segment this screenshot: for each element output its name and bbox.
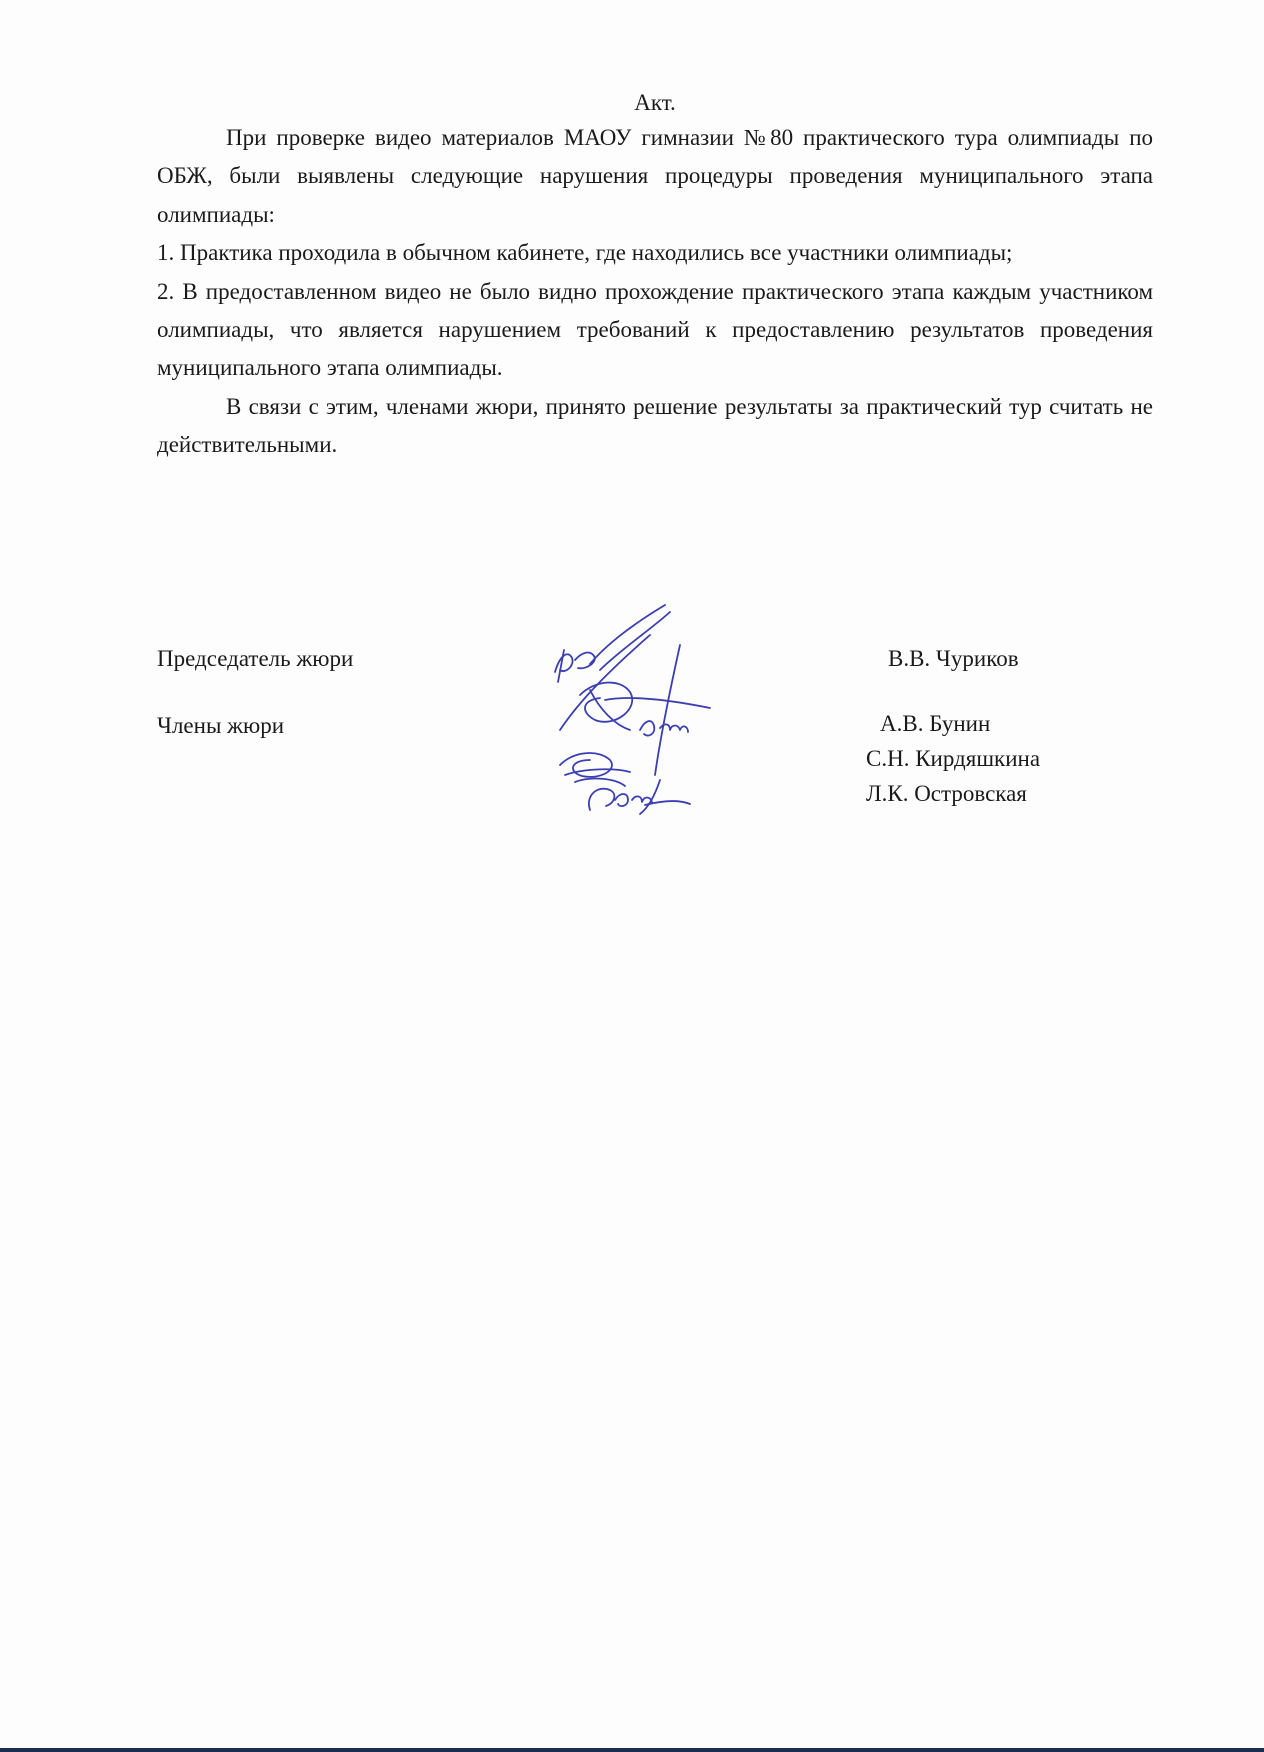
paragraph-violation-2: 2. В предоставленном видео не было видно прохождение практического этапа каждым участником олимпиады, что является нарушением требований к предоставлению результатов проведения муниципального этапа олимпиады.: [157, 278, 1153, 381]
member-name: Л.К. Островская: [866, 781, 1027, 806]
member-names-list: [866, 706, 1040, 811]
paragraph-violation-1: 1. Практика проходила в обычном кабинете, где находились все участники олимпиады;: [157, 240, 1013, 266]
handwritten-signatures: [520, 600, 780, 815]
paragraph-decision: В связи с этим, членами жюри, принято решение результаты за практический тур считать не действительными.: [157, 393, 1153, 458]
members-role-label: Члены жюри: [157, 713, 285, 738]
document-title: Акт.: [634, 90, 676, 115]
member-name: А.В. Бунин: [880, 711, 991, 736]
scan-edge: [0, 1748, 1264, 1752]
chair-role-label: Председатель жюри: [157, 646, 354, 671]
chair-name: В.В. Чуриков: [888, 646, 1019, 671]
member-name: С.Н. Кирдяшкина: [866, 746, 1041, 771]
document-body: [157, 119, 1153, 465]
paragraph-intro: При проверке видео материалов МАОУ гимназии №80 практического тура олимпиады по ОБЖ, были выявлены следующие нарушения процедуры проведения муниципального этапа олимпиады:: [157, 125, 1153, 227]
